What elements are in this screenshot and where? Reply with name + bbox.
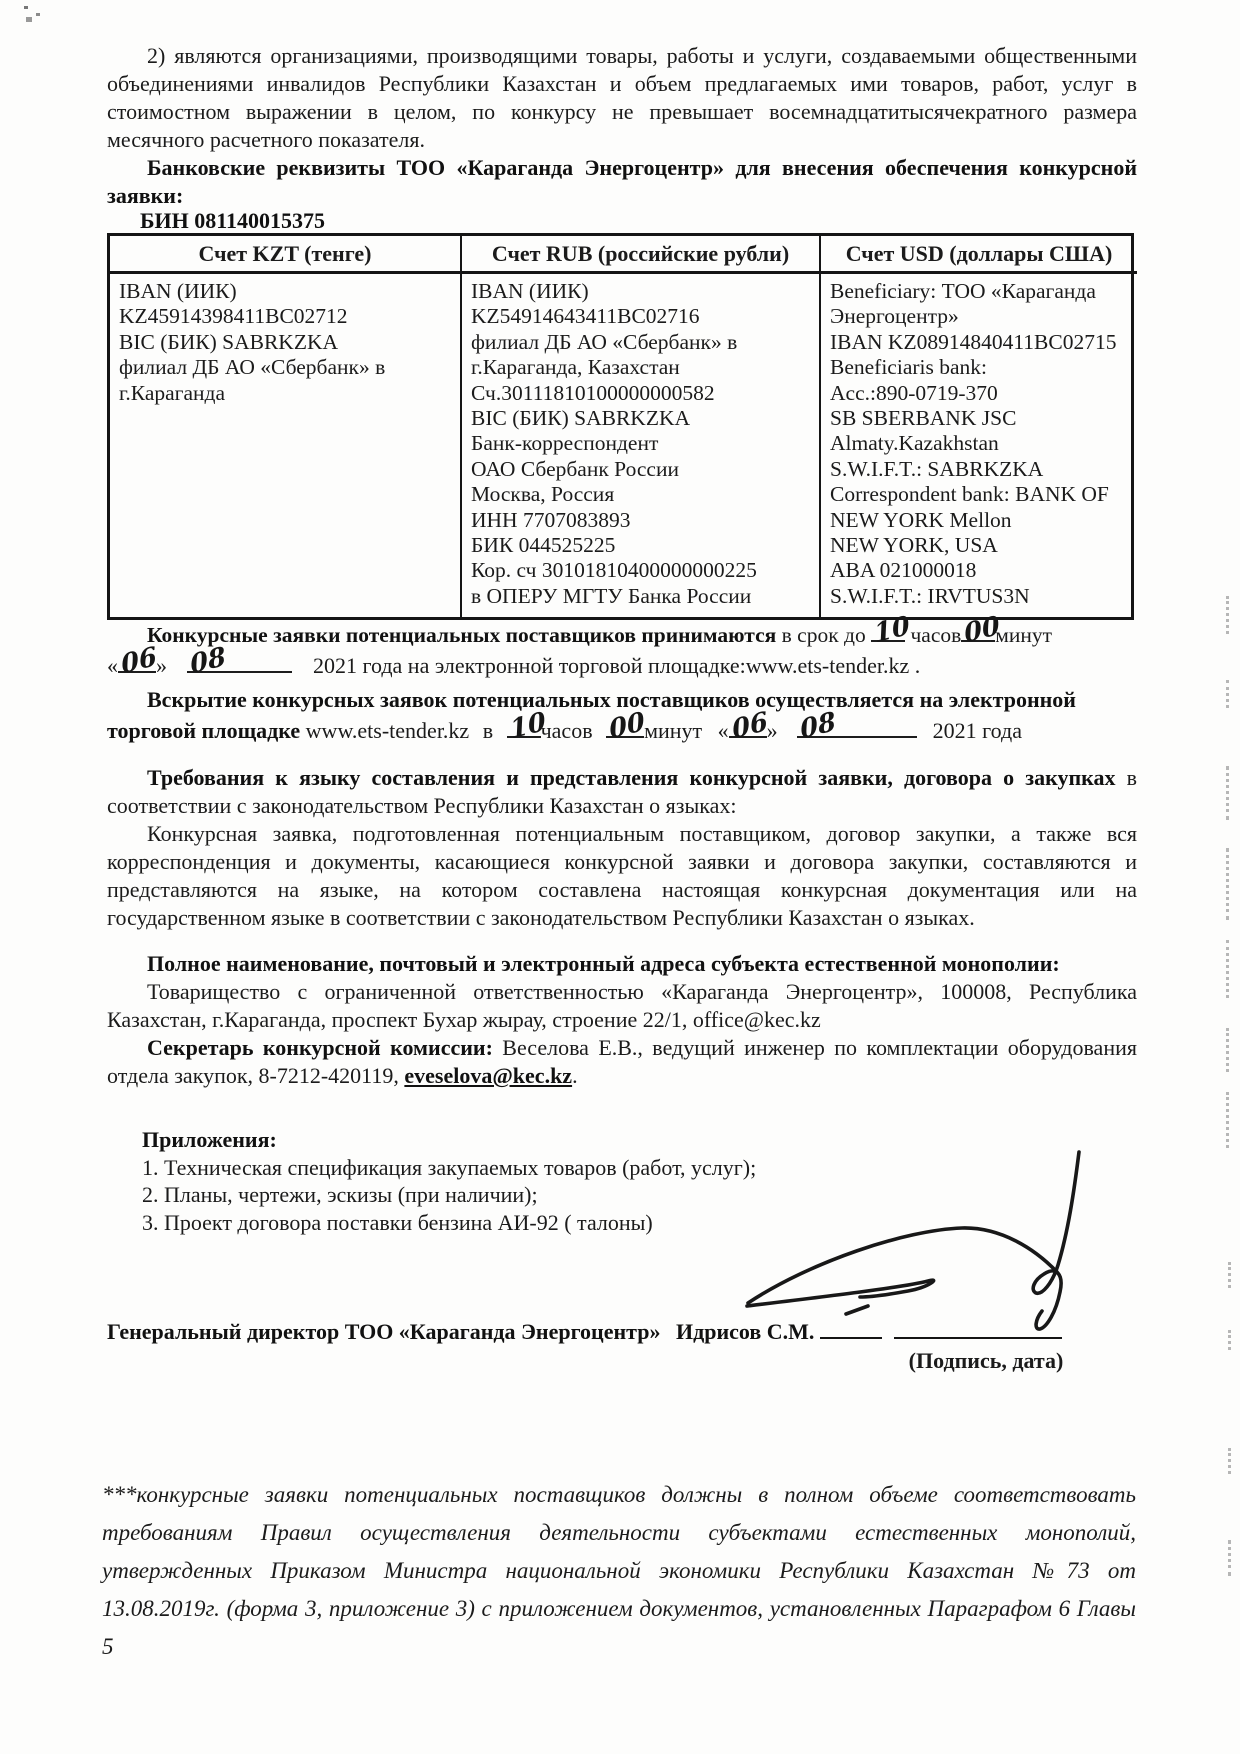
monopoly-heading: Полное наименование, почтовый и электронный адреса субъекта естественной монополии: [147, 951, 1060, 976]
scan-artifact [1226, 766, 1229, 820]
director-title: Генеральный директор ТОО «Караганда Энергоцентр» [107, 1319, 661, 1344]
opening-lead2: торговой площадке [107, 718, 301, 743]
bin-line [107, 207, 1137, 235]
handwritten-minutes-2: 00 [607, 706, 647, 746]
attachment-item-2: 2. Планы, чертежи, эскизы (при наличии); [142, 1182, 538, 1207]
opening-lead: Вскрытие конкурсных заявок потенциальных поставщиков осуществляется на электронной [147, 687, 1076, 712]
quote-open: « [107, 653, 118, 678]
scan-artifact [1226, 848, 1229, 920]
language-heading-bold: Требования к языку составления и представления конкурсной заявки, договора о закупках [147, 765, 1116, 790]
bank-accounts-table [107, 233, 1134, 620]
opening-in: в [482, 718, 494, 743]
scan-artifact [1228, 1330, 1231, 1350]
month-blank [187, 641, 292, 681]
scan-artifact [1226, 596, 1229, 634]
signature-caption: (Подпись, дата) [908, 1348, 1064, 1373]
bank-heading-text: Банковские реквизиты ТОО «Караганда Энергоцентр» для внесения обеспечения конкурсной заявки: [107, 155, 1137, 208]
bank-requisites-heading [107, 154, 1137, 210]
footnote: ***конкурсные заявки потенциальных поставщиков должны в полном объеме соответствовать требованиям Правил осуществления деятельности субъектами естественных монополий, утвержденных Приказом Министра национальной экономики Республики Казахстан №73 от 13.08.2019г. (форма 3, приложение 3) с приложением документов, установленных Параграфом 6 Главы 5 [102, 1482, 1136, 1659]
deadline-line2 [107, 641, 1137, 681]
intro-paragraph [107, 42, 1137, 154]
scan-artifact [1226, 680, 1229, 708]
secretary-label: Секретарь конкурсной комиссии: [147, 1035, 493, 1060]
bin-value: БИН 081140015375 [140, 208, 326, 233]
intro-text: 2) являются организациями, производящими товары, работы и услуги, создаваемыми общественными объединениями инвалидов Республики Казахстан и объем предлагаемых ими товаров, работ, услуг в стоимостном выражении в целом, по конкурсу не превышает восемнадцатитысячекратного размера месячного расчетного показателя. [107, 43, 1137, 152]
handwritten-day-2: 06 [730, 706, 770, 746]
handwritten-day: 06 [119, 641, 159, 681]
language-heading-rest: в соответствии с законодательством Республики Казахстан о языках: [107, 765, 1137, 818]
table-cell-usd: Beneficiary: ТОО «Караганда Энергоцентр» IBAN KZ08914840411BC02715 Beneficiaris bank: Acc.:890-0719-370 SB SBERBANK JSC Almaty.Kazakhstan S.W.I.F.T.: SABRKZKA Correspondent bank: BANK OF NEW YORK Mellon NEW YORK, USA ABA 021000018 S.W.I.F.T.: IRVTUS3N [830, 279, 1117, 608]
minutes-label: минут [995, 623, 1053, 647]
scan-artifact [24, 6, 28, 9]
signature-blank-2 [894, 1323, 1062, 1339]
secretary-dot: . [572, 1063, 578, 1088]
opening-quote-open: « [717, 718, 729, 743]
handwritten-month: 08 [187, 641, 228, 681]
table-cell-kzt: IBAN (ИИК) KZ45914398411BC02712 BIC (БИК) SABRKZKA филиал ДБ АО «Сбербанк» в г.Караганда [110, 274, 462, 617]
opening-minutes-label: минут [644, 718, 703, 743]
opening-minutes-blank [606, 706, 647, 746]
secretary-line [107, 1034, 1137, 1090]
director-line [107, 1318, 1137, 1346]
table-cell-rub: IBAN (ИИК) KZ54914643411BC02716 филиал ДБ АО «Сбербанк» в г.Караганда, Казахстан Сч.30111810100000000582 BIC (БИК) SABRKZKA Банк-корреспондент ОАО Сбербанк России Москва, Россия ИНН 7707083893 БИК 044525225 Кор. сч 30101810400000000225 в ОПЕРУ МГТУ Банка России [462, 274, 821, 617]
language-heading [107, 764, 1137, 820]
attachment-item-1: 1. Техническая спецификация закупаемых товаров (работ, услуг); [142, 1154, 757, 1180]
scan-artifact [1228, 1540, 1231, 1576]
opening-tail: 2021 года [932, 718, 1022, 743]
day-blank [118, 641, 159, 681]
table-header-kzt: Счет KZT (тенге) [110, 236, 462, 274]
minutes-blank [961, 610, 1003, 650]
signature-ink [735, 1138, 1095, 1338]
opening-month-blank [797, 706, 917, 746]
director-name: Идрисов С.М. [675, 1319, 815, 1344]
table-header-rub: Счет RUB (российские рубли) [462, 236, 821, 274]
opening-hours-label: часов [540, 718, 593, 743]
scan-artifact [1226, 940, 1229, 998]
language-body: Конкурсная заявка, подготовленная потенциальным поставщиком, договор закупки, а также вся корреспонденция и документы, касающиеся конкурсной заявки и договора закупки, составляются и представляются на языке, на котором составлена настоящая конкурсная документация или на государственном языке в соответствии с законодательством Республики Казахстан о языках. [107, 821, 1137, 930]
deadline-tail: 2021 года на электронной торговой площадке:www.ets-tender.kz . [313, 653, 921, 678]
handwritten-minutes: 00 [962, 610, 1003, 650]
table-header-usd: Счет USD (доллары США) [821, 236, 1137, 274]
secretary-email: eveselova@kec.kz [404, 1063, 573, 1088]
scan-artifact [1228, 1448, 1231, 1474]
opening-hours-blank [507, 706, 548, 746]
language-requirements-section [107, 764, 1137, 932]
deadline-line1 [107, 610, 1137, 650]
tender-url: www.ets-tender.kz [305, 718, 470, 743]
opening-day-blank [729, 706, 770, 746]
opening-line2 [107, 706, 1137, 746]
attachment-item-3: 3. Проект договора поставки бензина АИ-92 ( талоны) [142, 1209, 653, 1235]
deadline-mid: в срок до [781, 623, 866, 647]
handwritten-month-2: 08 [798, 706, 838, 746]
scan-artifact [1226, 1028, 1229, 1072]
monopoly-section [107, 950, 1137, 1090]
hours-blank [871, 610, 912, 650]
handwritten-hours: 10 [872, 610, 912, 650]
handwritten-hours-2: 10 [508, 706, 548, 746]
hours-label: часов [910, 623, 962, 647]
attachments-heading: Приложения: [142, 1127, 277, 1152]
opening-quote-close: » [766, 718, 778, 743]
opening-line1 [107, 686, 1137, 714]
quote-close: » [156, 653, 167, 678]
scan-artifact [1226, 1092, 1229, 1148]
secretary-info: Веселова Е.В., ведущий инженер по комплектации оборудования отдела закупок, 8-7212-420119, [107, 1035, 1137, 1088]
signature-blank-1 [820, 1323, 882, 1339]
deadline-lead: Конкурсные заявки потенциальных поставщиков принимаются [147, 623, 777, 647]
scan-artifact [1228, 1262, 1231, 1288]
monopoly-address: Товарищество с ограниченной ответственностью «Караганда Энергоцентр», 100008, Республика Казахстан, г.Караганда, проспект Бухар жырау, строение 22/1, office@kec.kz [107, 979, 1137, 1032]
